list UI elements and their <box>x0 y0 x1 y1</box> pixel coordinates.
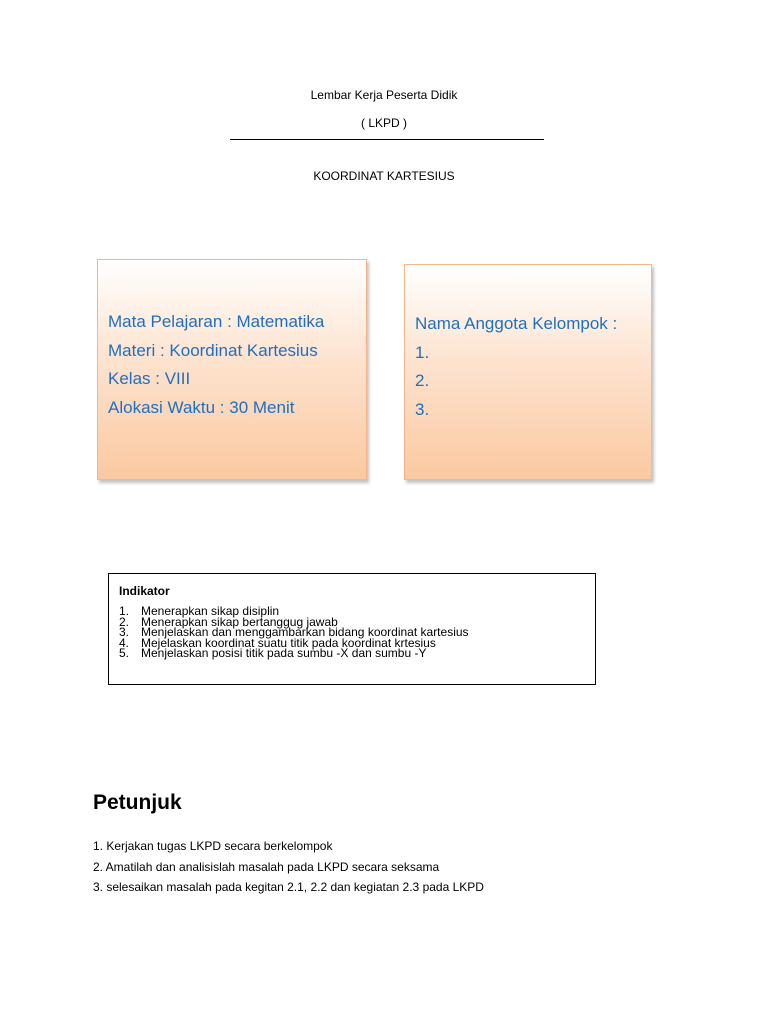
instruction-item: 1. Kerjakan tugas LKPD secara berkelompok <box>93 839 333 853</box>
group-members-heading: Nama Anggota Kelompok : <box>415 314 618 333</box>
indicator-list <box>119 606 469 659</box>
document-title: Lembar Kerja Peserta Didik <box>310 88 458 102</box>
group-member-slot: 1. <box>415 342 430 362</box>
indicator-item: 1. Menerapkan sikap disiplin <box>119 604 280 618</box>
indicator-heading: Indikator <box>119 584 170 598</box>
group-member-slot: 2. <box>415 371 430 390</box>
indicator-box <box>108 573 596 685</box>
group-members-card <box>404 264 652 480</box>
instruction-item: 2. Amatilah dan analisislah masalah pada LKPD secara seksama <box>93 859 440 874</box>
material-line: Materi : Koordinat Kartesius <box>108 340 318 360</box>
indicator-item: 3. Menjelaskan dan menggambarkan bidang koordinat kartesius <box>119 625 469 639</box>
time-allocation-line: Alokasi Waktu : 30 Menit <box>108 397 295 417</box>
subject-info-card <box>97 259 367 480</box>
group-member-slot: 3. <box>415 399 430 419</box>
subject-line: Mata Pelajaran : Matematika <box>108 312 325 331</box>
indicator-item: 2. Menerapkan sikap bertanggug jawab <box>119 614 338 629</box>
instruction-item: 3. selesaikan masalah pada kegitan 2.1, 2.2 dan kegiatan 2.3 pada LKPD <box>93 880 484 894</box>
title-divider <box>230 139 544 140</box>
instructions-list <box>93 836 484 898</box>
indicator-item: 4. Mejelaskan koordinat suatu titik pada koordinat krtesius <box>119 635 436 650</box>
instructions-heading: Petunjuk <box>93 791 182 814</box>
topic-heading: KOORDINAT KARTESIUS <box>313 169 455 183</box>
document-subtitle: ( LKPD ) <box>360 116 407 130</box>
indicator-item: 5. Menjelaskan posisi titik pada sumbu -X dan sumbu -Y <box>119 646 427 660</box>
class-line: Kelas : VIII <box>108 369 191 388</box>
